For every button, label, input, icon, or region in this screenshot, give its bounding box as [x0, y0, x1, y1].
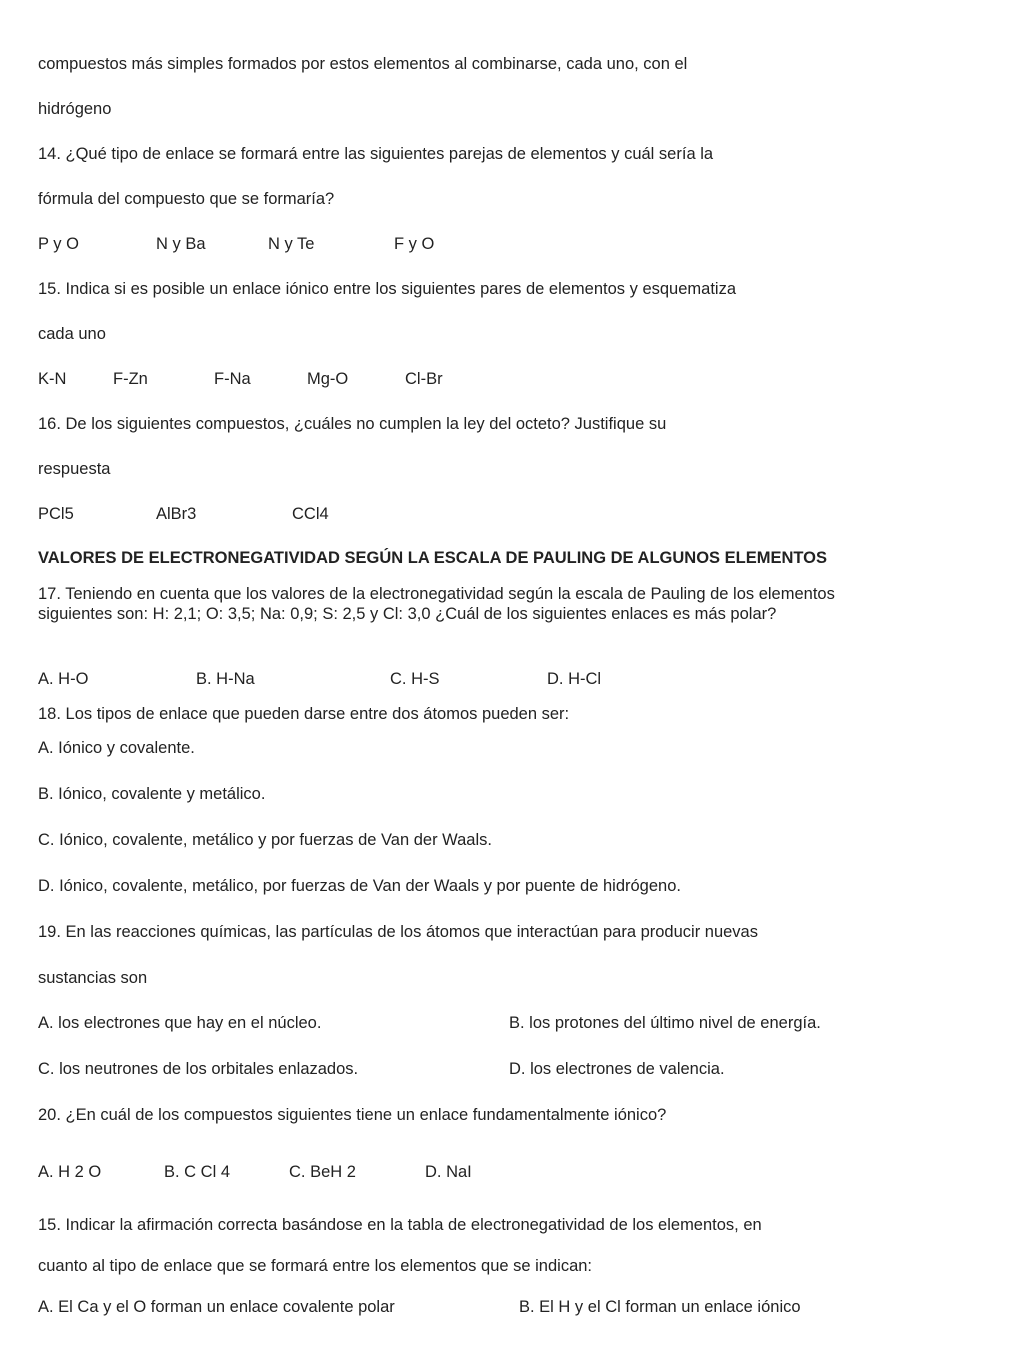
question-19: 19. En las reacciones químicas, las partículas de los átomos que interactúan para producir nuevas	[38, 923, 758, 941]
q14-pair: P y O	[38, 235, 79, 253]
question-15b-cont: cuanto al tipo de enlace que se formará entre los elementos que se indican:	[38, 1257, 593, 1275]
q18-option: A. Iónico y covalente.	[38, 739, 195, 757]
question-14-cont: fórmula del compuesto que se formaría?	[38, 190, 335, 208]
section-heading: VALORES DE ELECTRONEGATIVIDAD SEGÚN LA ESCALA DE PAULING DE ALGUNOS ELEMENTOS	[38, 549, 827, 567]
q18-option: D. Iónico, covalente, metálico, por fuerzas de Van der Waals y por puente de hidrógeno.	[38, 877, 681, 895]
q20-option: A. H 2 O	[38, 1163, 102, 1181]
q15-pair: K-N	[38, 370, 67, 388]
q17-option: D. H-Cl	[547, 670, 602, 688]
question-15b: 15. Indicar la afirmación correcta basándose en la tabla de electronegatividad de los elementos, en	[38, 1216, 762, 1234]
question-16-cont: respuesta	[38, 460, 111, 478]
q15-pair: Mg-O	[307, 370, 349, 388]
q17-option: B. H-Na	[196, 670, 255, 688]
q18-option: B. Iónico, covalente y metálico.	[38, 785, 266, 803]
q14-pair: N y Te	[268, 235, 315, 253]
q19-option: C. los neutrones de los orbitales enlazados.	[38, 1060, 359, 1078]
text-line: compuestos más simples formados por estos elementos al combinarse, cada uno, con el	[38, 55, 688, 73]
q17-option: A. H-O	[38, 670, 89, 688]
q14-pair: N y Ba	[156, 235, 206, 253]
q20-option: B. C Cl 4	[164, 1163, 231, 1181]
question-16: 16. De los siguientes compuestos, ¿cuáles no cumplen la ley del octeto? Justifique su	[38, 415, 667, 433]
q15-pair: F-Na	[214, 370, 251, 388]
q20-option: C. BeH 2	[289, 1163, 356, 1181]
q16-compound: CCl4	[292, 505, 329, 523]
question-20: 20. ¿En cuál de los compuestos siguientes tiene un enlace fundamentalmente iónico?	[38, 1106, 667, 1124]
question-15-cont: cada uno	[38, 325, 106, 343]
q15-pair: F-Zn	[113, 370, 148, 388]
text-line: hidrógeno	[38, 100, 112, 118]
q19-option: A. los electrones que hay en el núcleo.	[38, 1014, 322, 1032]
question-19-cont: sustancias son	[38, 969, 148, 987]
q19-option: D. los electrones de valencia.	[509, 1060, 725, 1078]
q14-pair: F y O	[394, 235, 435, 253]
question-15: 15. Indica si es posible un enlace iónico entre los siguientes pares de elementos y esquematiza	[38, 280, 737, 298]
q15b-option: A. El Ca y el O forman un enlace covalente polar	[38, 1298, 395, 1316]
q16-compound: PCl5	[38, 505, 74, 523]
question-18: 18. Los tipos de enlace que pueden darse entre dos átomos pueden ser:	[38, 705, 570, 723]
q19-option: B. los protones del último nivel de energía.	[509, 1014, 821, 1032]
q17-option: C. H-S	[390, 670, 440, 688]
q15-pair: Cl-Br	[405, 370, 443, 388]
question-14: 14. ¿Qué tipo de enlace se formará entre las siguientes parejas de elementos y cuál sería la	[38, 145, 714, 163]
q20-option: D. NaI	[425, 1163, 472, 1181]
q16-compound: AlBr3	[156, 505, 197, 523]
q15b-option: B. El H y el Cl forman un enlace iónico	[519, 1298, 801, 1316]
question-17: 17. Teniendo en cuenta que los valores de la electronegatividad según la escala de Pauling de los elementos siguientes son: H: 2,1; O: 3,5; Na: 0,9; S: 2,5 y Cl: 3,0 ¿Cuál de los siguientes enlaces es más polar?	[38, 585, 835, 623]
q18-option: C. Iónico, covalente, metálico y por fuerzas de Van der Waals.	[38, 831, 492, 849]
